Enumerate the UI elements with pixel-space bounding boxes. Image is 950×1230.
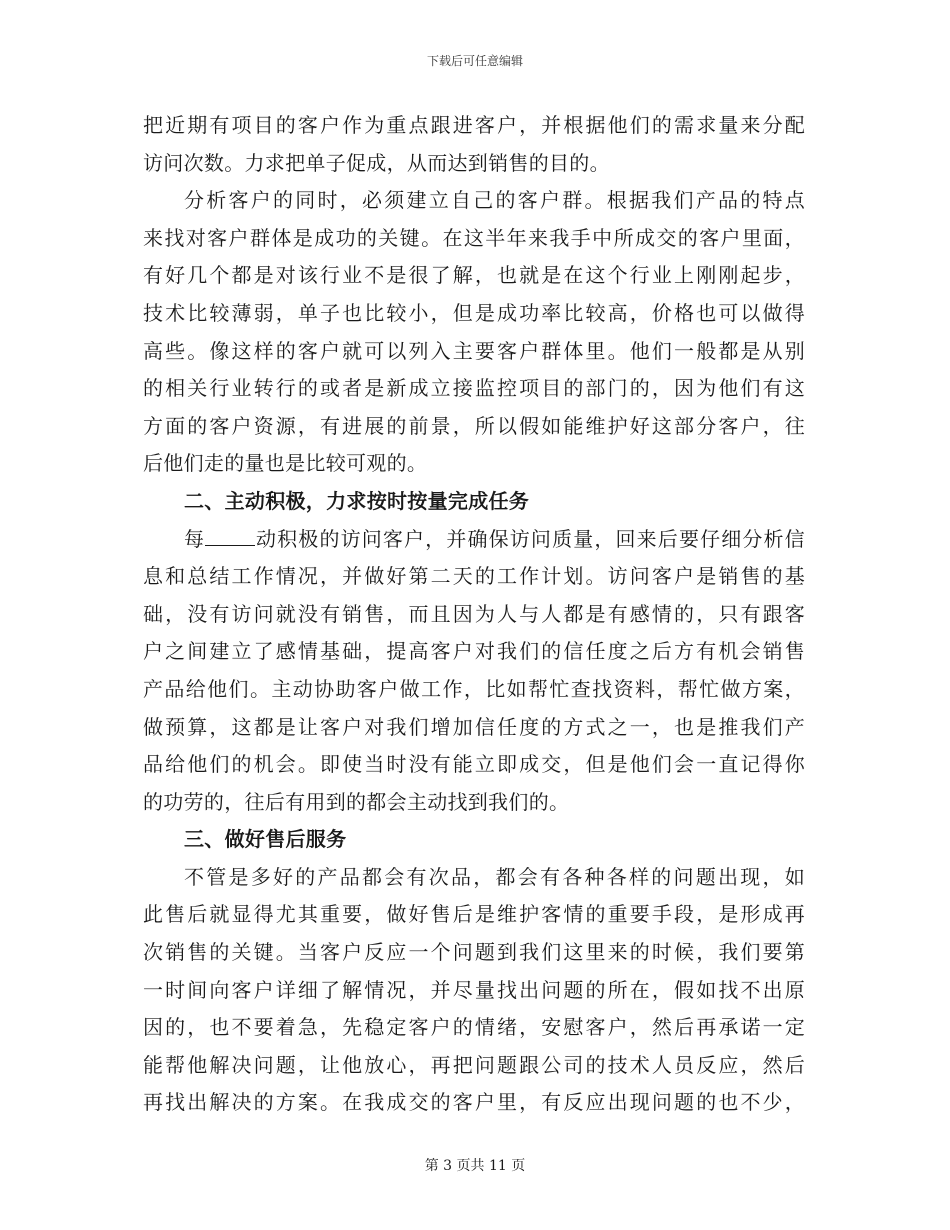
- paragraph-line: 能帮他解决问题，让他放心，再把问题跟公司的技术人员反应，然后: [143, 1052, 805, 1077]
- paragraph-line: 方面的客户资源，有进展的前景，所以假如能维护好这部分客户，往: [143, 413, 805, 438]
- paragraph-line: 因的，也不要着急，先稳定客户的情绪，安慰客户，然后再承诺一定: [143, 1015, 805, 1040]
- paragraph-line: 再找出解决的方案。在我成交的客户里，有反应出现问题的也不少，: [143, 1090, 805, 1115]
- paragraph-line: 不管是多好的产品都会有次品，都会有各种各样的问题出现，如: [184, 864, 805, 889]
- paragraph-line: 来找对客户群体是成功的关键。在这半年来我手中所成交的客户里面，: [143, 225, 805, 250]
- paragraph-line: 的功劳的，往后有用到的都会主动找到我们的。: [143, 789, 570, 814]
- paragraph-line: 次销售的关键。当客户反应一个问题到我们这里来的时候，我们要第: [143, 940, 805, 965]
- paragraph-line: 产品给他们。主动协助客户做工作，比如帮忙查找资料，帮忙做方案，: [143, 676, 805, 701]
- blank-underline: [205, 521, 255, 546]
- paragraph-line: 一时间向客户详细了解情况，并尽量找出问题的所在，假如找不出原: [143, 977, 805, 1002]
- line-text: 动积极的访问客户，并确保访问质量，回来后要仔细分析信: [255, 526, 805, 551]
- paragraph-line: 做预算，这都是让客户对我们增加信任度的方式之一，也是推我们产: [143, 714, 805, 739]
- paragraph-line: 息和总结工作情况，并做好第二天的工作计划。访问客户是销售的基: [143, 564, 805, 589]
- section-heading: 二、主动积极，力求按时按量完成任务: [184, 488, 530, 513]
- paragraph-line: 把近期有项目的客户作为重点跟进客户，并根据他们的需求量来分配: [143, 113, 805, 137]
- line-prefix: 每: [184, 526, 206, 551]
- paragraph-line-with-blank: [143, 521, 805, 559]
- page-header: 下载后可任意编辑: [426, 54, 523, 68]
- paragraph-line: 础，没有访问就没有销售，而且因为人与人都是有感情的，只有跟客: [143, 601, 805, 626]
- paragraph-line: 户之间建立了感情基础，提高客户对我们的信任度之后方有机会销售: [143, 639, 805, 664]
- paragraph-line: 的相关行业转行的或者是新成立接监控项目的部门的，因为他们有这: [143, 376, 805, 401]
- paragraph-line: 后他们走的量也是比较可观的。: [143, 451, 428, 476]
- paragraph-line: 技术比较薄弱，单子也比较小，但是成功率比较高，价格也可以做得: [143, 300, 805, 325]
- section-heading: 三、做好售后服务: [184, 827, 347, 852]
- paragraph-line: 分析客户的同时，必须建立自己的客户群。根据我们产品的特点: [184, 188, 805, 213]
- paragraph-line: 品给他们的机会。即使当时没有能立即成交，但是他们会一直记得你: [143, 752, 805, 777]
- paragraph-line: 高些。像这样的客户就可以列入主要客户群体里。他们一般都是从别: [143, 338, 805, 363]
- paragraph-line: 访问次数。力求把单子促成，从而达到销售的目的。: [143, 150, 610, 175]
- paragraph-line: 此售后就显得尤其重要，做好售后是维护客情的重要手段，是形成再: [143, 902, 805, 927]
- paragraph-line: 有好几个都是对该行业不是很了解，也就是在这个行业上刚刚起步，: [143, 263, 805, 288]
- document-body: [143, 107, 805, 1122]
- page-number-footer: 第 3 页共 11 页: [424, 1158, 526, 1174]
